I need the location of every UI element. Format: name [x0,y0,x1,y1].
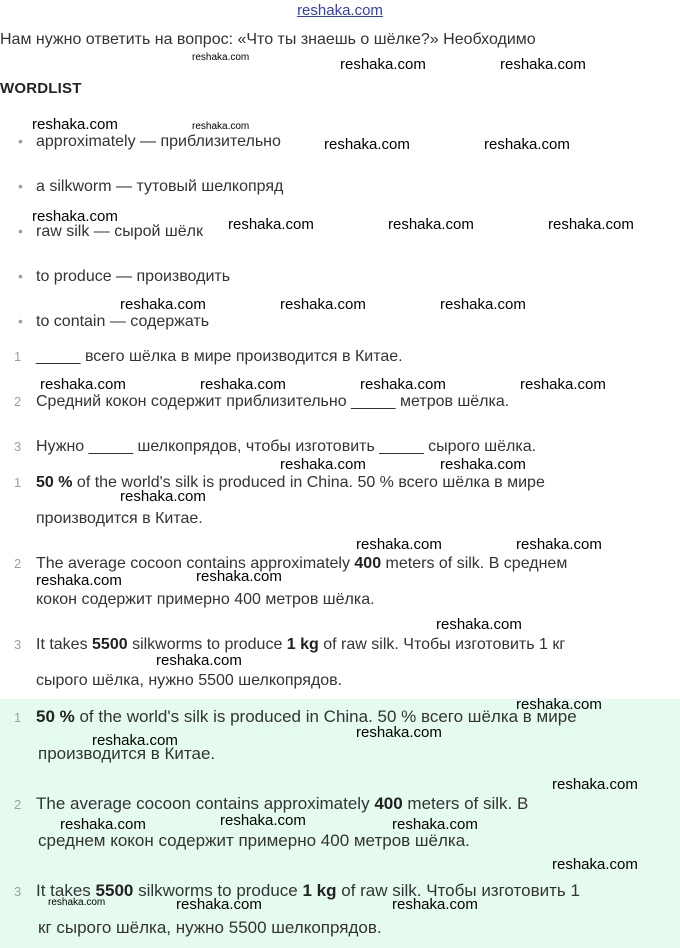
watermark: reshaka.com [176,896,262,913]
site-link[interactable]: reshaka.com [297,2,383,19]
watermark: reshaka.com [552,856,638,873]
watermark: reshaka.com [516,696,602,713]
watermark: reshaka.com [192,52,250,63]
watermark: reshaka.com [356,724,442,741]
watermark: reshaka.com [548,216,634,233]
answer-item: 2 The average cocoon contains approximately 400 meters of silk. В среднем кокон содержит примерно 400 метров шёлка. [14,555,568,608]
watermark: reshaka.com [156,652,242,669]
bullet-icon: • [18,268,23,284]
question-item: 3 Нужно _____ шелкопрядов, чтобы изготовить _____ сырого шёлка. [14,438,537,455]
question-item: 1 _____ всего шёлка в мире производится в Китае. [14,348,403,365]
watermark: reshaka.com [356,536,442,553]
bullet-icon: • [18,133,23,149]
answer-item: 1 50 % of the world's silk is produced in China. 50 % всего шёлка в мире производится в Китае. [14,474,545,527]
bullet-icon: • [18,223,23,239]
watermark: reshaka.com [360,376,446,393]
watermark: reshaka.com [60,816,146,833]
watermark: reshaka.com [280,456,366,473]
watermark: reshaka.com [32,116,118,133]
wordlist-item: • to contain — содержать [18,313,210,330]
watermark: reshaka.com [500,56,586,73]
intro-text: Нам нужно ответить на вопрос: «Что ты знаешь о шёлке?» Необходимо [0,31,536,48]
watermark: reshaka.com [48,897,106,908]
bullet-icon: • [18,313,23,329]
watermark: reshaka.com [192,121,250,132]
watermark: reshaka.com [36,572,122,589]
wordlist-item: • approximately — приблизительно [18,133,281,150]
watermark: reshaka.com [440,296,526,313]
wordlist-item: • to produce — производить [18,268,231,285]
watermark: reshaka.com [552,776,638,793]
answer-item: 3 It takes 5500 silkworms to produce 1 kg of raw silk. Чтобы изготовить 1 кг сырого шёлка, нужно 5500 шелкопрядов. [14,636,566,689]
highlighted-answer-item: 3 It takes 5500 silkworms to produce 1 kg of raw silk. Чтобы изготовить 1 кг сырого шёлка, нужно 5500 шелкопрядов. [14,881,580,937]
watermark: reshaka.com [436,616,522,633]
watermark: reshaka.com [200,376,286,393]
watermark: reshaka.com [520,376,606,393]
watermark: reshaka.com [220,812,306,829]
wordlist-item: • raw silk — сырой шёлк [18,223,203,240]
wordlist-title: WORDLIST [0,80,82,97]
watermark: reshaka.com [516,536,602,553]
watermark: reshaka.com [196,568,282,585]
wordlist-item: • a silkworm — тутовый шелкопряд [18,178,284,195]
watermark: reshaka.com [324,136,410,153]
highlighted-answer-item: 2 The average cocoon contains approximately 400 meters of silk. В среднем кокон содержит примерно 400 метров шёлка. [14,794,529,850]
watermark: reshaka.com [120,488,206,505]
watermark: reshaka.com [484,136,570,153]
watermark: reshaka.com [92,732,178,749]
watermark: reshaka.com [120,296,206,313]
watermark: reshaka.com [392,816,478,833]
watermark: reshaka.com [392,896,478,913]
watermark: reshaka.com [280,296,366,313]
watermark: reshaka.com [228,216,314,233]
bullet-icon: • [18,178,23,194]
watermark: reshaka.com [32,208,118,225]
watermark: reshaka.com [388,216,474,233]
highlighted-answer-item: 1 50 % of the world's silk is produced in China. 50 % всего шёлка в мире производится в Китае. [14,707,577,763]
question-item: 2 Средний кокон содержит приблизительно _____ метров шёлка. [14,393,510,410]
watermark: reshaka.com [440,456,526,473]
watermark: reshaka.com [40,376,126,393]
watermark: reshaka.com [340,56,426,73]
